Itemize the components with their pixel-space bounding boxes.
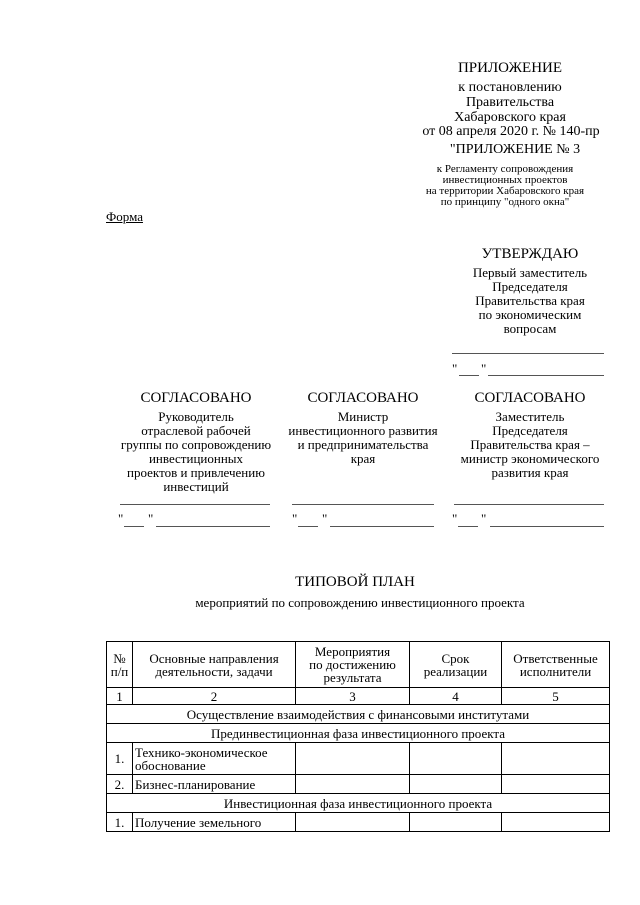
approve-day-line [459,375,479,376]
form-label: Форма [106,209,143,224]
plan-subtitle: мероприятий по сопровождению инвестиционного проекта [195,595,525,610]
agreement-1-quote-close: " [148,511,154,526]
agreement-2-quote-close: " [322,511,328,526]
header-tasks: Основные направления деятельности, задачи [133,642,296,688]
agreement-1-position: Руководитель отраслевой рабочей группы по сопровождению инвестиционных проектов и привлечению инвестиций [120,409,272,494]
row-measure [296,813,410,832]
approve-date-quote-close: " [481,361,487,376]
col-number-2: 2 [133,688,296,705]
agreement-2-quote-open: " [292,511,298,526]
regulation-lines: к Регламенту сопровождения инвестиционных проектов на территории Хабаровского края по принципу "одного окна" [425,163,585,208]
date-number: от 08 апреля 2020 г. № 140-пр [422,124,600,139]
row-number: 2. [107,775,133,794]
resolution-lines: к постановлению Правительства Хабаровского края [454,80,566,125]
table-row [107,775,610,794]
agreement-3-title: СОГЛАСОВАНО [474,390,586,406]
table-header-row [107,642,610,688]
header-measures: Мероприятия по достижению результата [296,642,410,688]
agreement-3-quote-open: " [452,511,458,526]
row-measure [296,743,410,775]
agreement-2-month-line [330,526,434,527]
approve-signature-line [452,353,604,354]
agreement-1-signature-line [120,504,270,505]
agreement-2-position: Министр инвестиционного развития и предпринимательства края [288,409,438,466]
plan-title: ТИПОВОЙ ПЛАН [295,574,415,590]
table-row [107,743,610,775]
row-deadline [410,813,502,832]
section-financial-institutions: Осуществление взаимодействия с финансовыми институтами [107,705,610,724]
table-phase-row [107,794,610,813]
agreement-3-signature-line [454,504,604,505]
col-number-4: 4 [410,688,502,705]
approve-position: Первый заместитель Председателя Правительства края по экономическим вопросам [472,265,588,336]
approve-month-line [488,375,604,376]
table-phase-row [107,724,610,743]
approve-title: УТВЕРЖДАЮ [481,246,579,262]
row-number: 1. [107,813,133,832]
row-deadline [410,743,502,775]
plan-table [106,641,610,832]
row-task: Технико-экономическое обоснование [133,743,296,775]
agreement-2-title: СОГЛАСОВАНО [307,390,419,406]
appendix-title: ПРИЛОЖЕНИЕ [457,60,563,76]
agreement-2-signature-line [292,504,434,505]
row-responsible [502,813,610,832]
row-task: Бизнес-планирование [133,775,296,794]
agreement-3-quote-close: " [481,511,487,526]
agreement-1-quote-open: " [118,511,124,526]
header-number: № п/п [107,642,133,688]
col-number-3: 3 [296,688,410,705]
col-number-5: 5 [502,688,610,705]
col-number-1: 1 [107,688,133,705]
row-responsible [502,775,610,794]
phase-preinvestment: Прединвестиционная фаза инвестиционного проекта [107,724,610,743]
agreement-2-day-line [298,526,318,527]
row-deadline [410,775,502,794]
table-section-row [107,705,610,724]
phase-investment: Инвестиционная фаза инвестиционного проекта [107,794,610,813]
row-number: 1. [107,743,133,775]
agreement-1-day-line [124,526,144,527]
agreement-3-day-line [458,526,478,527]
row-task: Получение земельного [133,813,296,832]
header-responsible: Ответственные исполнители [502,642,610,688]
row-measure [296,775,410,794]
header-deadline: Срок реализации [410,642,502,688]
row-responsible [502,743,610,775]
appendix3-title: "ПРИЛОЖЕНИЕ № 3 [449,142,581,157]
agreement-3-month-line [490,526,604,527]
agreement-3-position: Заместитель Председателя Правительства края – министр экономического развития края [460,409,600,480]
approve-date-quote-open: " [452,361,458,376]
table-number-row [107,688,610,705]
agreement-1-title: СОГЛАСОВАНО [140,390,252,406]
agreement-1-month-line [156,526,270,527]
table-row [107,813,610,832]
